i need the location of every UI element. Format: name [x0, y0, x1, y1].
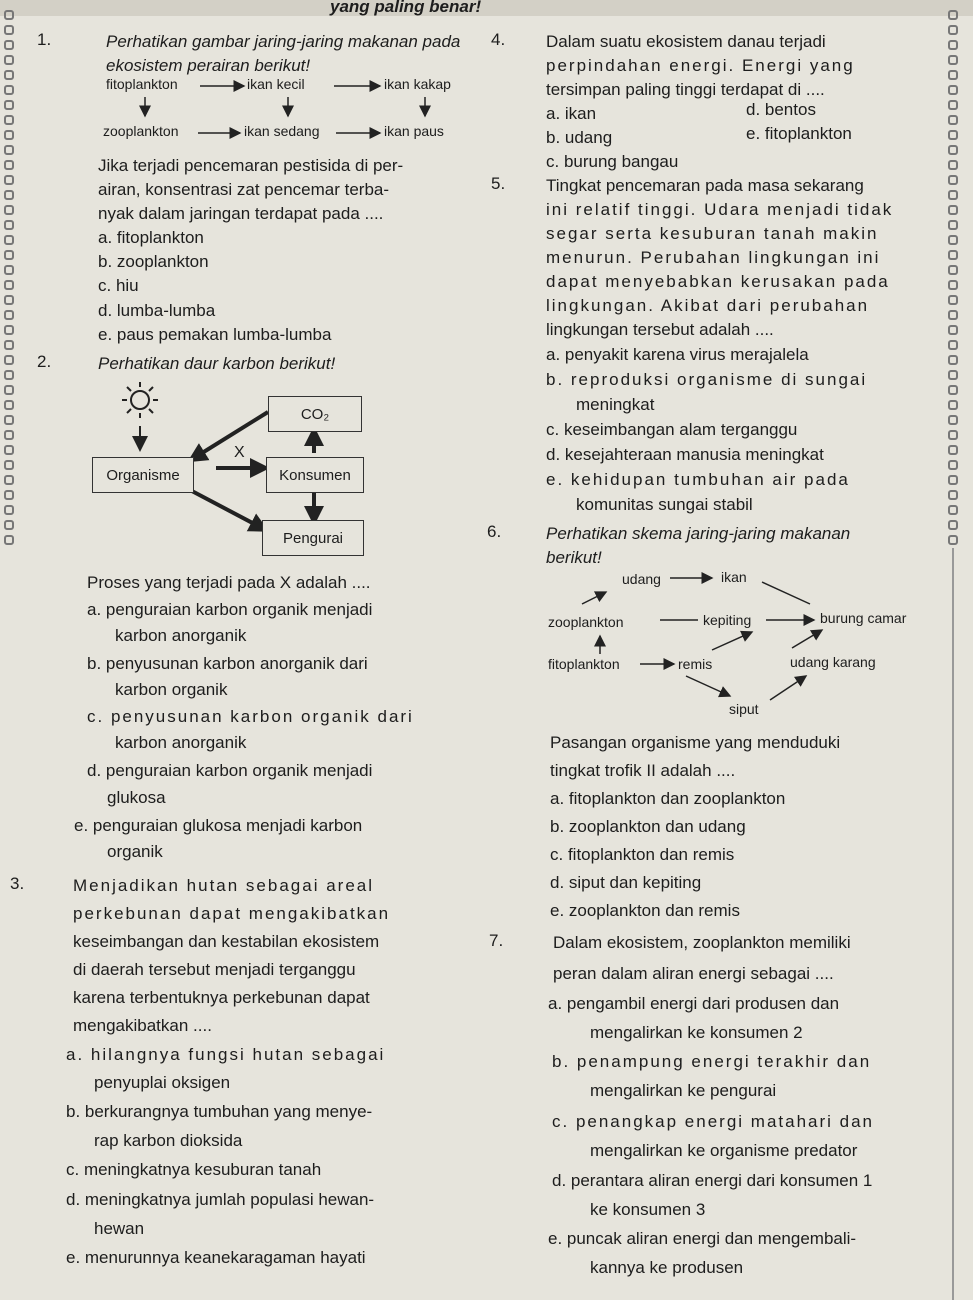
q1-web-ikan-kakap: ikan kakap: [384, 76, 451, 92]
q6-web-kepiting: kepiting: [703, 612, 752, 628]
q1-option-c[interactable]: c. hiu: [98, 276, 139, 295]
q5-question-line: lingkungan. Akibat dari perubahan: [546, 296, 870, 315]
q2-intro: Perhatikan daur karbon berikut!: [98, 354, 336, 373]
carbon-node-organisme: Organisme: [92, 457, 194, 493]
q1-option-e[interactable]: e. paus pemakan lumba-lumba: [98, 325, 332, 344]
q2-option-a-cont: karbon anorganik: [115, 626, 247, 645]
q3-option-d[interactable]: d. meningkatnya jumlah populasi hewan-: [66, 1190, 375, 1209]
q6-option-b[interactable]: b. zooplankton dan udang: [550, 817, 746, 836]
carbon-node-co2: CO₂: [268, 396, 362, 432]
carbon-node-pengurai: Pengurai: [262, 520, 364, 556]
q3-option-b[interactable]: b. berkurangnya tumbuhan yang menye-: [66, 1102, 373, 1121]
q1-web-ikan-kecil: ikan kecil: [247, 76, 305, 92]
q1-question-line: airan, konsentrasi zat pencemar terba-: [98, 180, 390, 199]
q1-web-ikan-sedang: ikan sedang: [244, 123, 320, 139]
page-header: yang paling benar!: [330, 0, 482, 16]
q7-option-d[interactable]: d. perantara aliran energi dari konsumen 1: [552, 1171, 873, 1190]
q3-option-d-cont: hewan: [94, 1219, 145, 1238]
q4-question-line: tersimpan paling tinggi terdapat di ....: [546, 80, 825, 99]
carbon-node-konsumen: Konsumen: [266, 457, 364, 493]
q7-option-a-cont: mengalirkan ke konsumen 2: [590, 1023, 803, 1042]
q5-option-d[interactable]: d. kesejahteraan manusia meningkat: [546, 445, 824, 464]
q3-question-line: keseimbangan dan kestabilan ekosistem: [73, 932, 380, 951]
q2-option-d[interactable]: d. penguraian karbon organik menjadi: [87, 761, 373, 780]
q6-web-zooplankton: zooplankton: [548, 614, 624, 630]
q3-question-line: Menjadikan hutan sebagai areal: [73, 876, 375, 895]
q4-question-line: perpindahan energi. Energi yang: [546, 56, 855, 75]
q5-question-line: dapat menyebabkan kerusakan pada: [546, 272, 890, 291]
q4-option-c[interactable]: c. burung bangau: [546, 152, 679, 171]
q1-option-d[interactable]: d. lumba-lumba: [98, 301, 216, 320]
q4-option-e[interactable]: e. fitoplankton: [746, 124, 852, 143]
q7-option-b-cont: mengalirkan ke pengurai: [590, 1081, 777, 1100]
q6-option-c[interactable]: c. fitoplankton dan remis: [550, 845, 735, 864]
q2-number: 2.: [37, 352, 52, 371]
q6-web-remis: remis: [678, 656, 713, 672]
q6-option-a[interactable]: a. fitoplankton dan zooplankton: [550, 789, 786, 808]
q6-web-udang-karang: udang karang: [790, 654, 876, 670]
q7-question-line: peran dalam aliran energi sebagai ....: [553, 964, 834, 983]
q6-option-e[interactable]: e. zooplankton dan remis: [550, 901, 740, 920]
q7-option-e-cont: kannya ke produsen: [590, 1258, 744, 1277]
q7-number: 7.: [489, 931, 504, 950]
q3-option-e[interactable]: e. menurunnya keanekaragaman hayati: [66, 1248, 366, 1267]
q3-question-line: karena terbentuknya perkebunan dapat: [73, 988, 370, 1007]
q5-question-line: ini relatif tinggi. Udara menjadi tidak: [546, 200, 894, 219]
q5-option-b[interactable]: b. reproduksi organisme di sungai: [546, 370, 868, 389]
q6-number: 6.: [487, 522, 502, 541]
q2-option-c-cont: karbon anorganik: [115, 733, 247, 752]
q7-option-d-cont: ke konsumen 3: [590, 1200, 706, 1219]
q2-option-a[interactable]: a. penguraian karbon organik menjadi: [87, 600, 373, 619]
q2-option-e[interactable]: e. penguraian glukosa menjadi karbon: [74, 816, 363, 835]
q3-question-line: di daerah tersebut menjadi terganggu: [73, 960, 356, 979]
q7-option-b[interactable]: b. penampung energi terakhir dan: [552, 1052, 872, 1071]
q6-web-burung-camar: burung camar: [820, 610, 907, 626]
q4-question-line: Dalam suatu ekosistem danau terjadi: [546, 32, 826, 51]
q3-option-b-cont: rap karbon dioksida: [94, 1131, 243, 1150]
q3-option-a[interactable]: a. hilangnya fungsi hutan sebagai: [66, 1045, 386, 1064]
q5-option-e[interactable]: e. kehidupan tumbuhan air pada: [546, 470, 850, 489]
q1-option-a[interactable]: a. fitoplankton: [98, 228, 204, 247]
q6-option-d[interactable]: d. siput dan kepiting: [550, 873, 702, 892]
q5-option-a[interactable]: a. penyakit karena virus merajalela: [546, 345, 809, 364]
q4-option-d[interactable]: d. bentos: [746, 100, 816, 119]
q6-question-line: tingkat trofik II adalah ....: [550, 761, 736, 780]
q5-option-e-cont: komunitas sungai stabil: [576, 495, 753, 514]
q2-option-e-cont: organik: [107, 842, 163, 861]
q3-number: 3.: [10, 874, 25, 893]
q7-option-c[interactable]: c. penangkap energi matahari dan: [552, 1112, 875, 1131]
q2-option-d-cont: glukosa: [107, 788, 166, 807]
q2-option-b[interactable]: b. penyusunan karbon anorganik dari: [87, 654, 368, 673]
q1-question-line: nyak dalam jaringan terdapat pada ....: [98, 204, 384, 223]
q7-option-e[interactable]: e. puncak aliran energi dan mengembali-: [548, 1229, 857, 1248]
q6-web-udang: udang: [622, 571, 661, 587]
q1-question-line: Jika terjadi pencemaran pestisida di per-: [98, 156, 404, 175]
q7-question-line: Dalam ekosistem, zooplankton memiliki: [553, 933, 851, 952]
q1-web-fitoplankton: fitoplankton: [106, 76, 178, 92]
q5-number: 5.: [491, 174, 506, 193]
q6-intro-line: Perhatikan skema jaring-jaring makanan: [546, 524, 851, 543]
q2-option-b-cont: karbon organik: [115, 680, 228, 699]
q6-web-fitoplankton: fitoplankton: [548, 656, 620, 672]
q4-option-a[interactable]: a. ikan: [546, 104, 597, 123]
q4-number: 4.: [491, 30, 506, 49]
q1-intro: Perhatikan gambar jaring-jaring makanan pada ekosistem perairan berikut!: [106, 32, 461, 75]
q5-question-line: segar serta kesuburan tanah makin: [546, 224, 879, 243]
q5-question-line: Tingkat pencemaran pada masa sekarang: [546, 176, 864, 195]
q1-web-ikan-paus: ikan paus: [384, 123, 444, 139]
q6-question-line: Pasangan organisme yang menduduki: [550, 733, 841, 752]
q7-option-c-cont: mengalirkan ke organisme predator: [590, 1141, 858, 1160]
q4-option-b[interactable]: b. udang: [546, 128, 613, 147]
q5-option-c[interactable]: c. keseimbangan alam terganggu: [546, 420, 798, 439]
q5-question-line: menurun. Perubahan lingkungan ini: [546, 248, 881, 267]
carbon-process-x: X: [234, 444, 245, 461]
sun-icon: [122, 382, 158, 418]
q1-number: 1.: [37, 30, 52, 49]
q1-option-b[interactable]: b. zooplankton: [98, 252, 209, 271]
q3-option-a-cont: penyuplai oksigen: [94, 1073, 231, 1092]
q5-option-b-cont: meningkat: [576, 395, 655, 414]
q6-web-ikan: ikan: [721, 569, 747, 585]
q3-question-line: perkebunan dapat mengakibatkan: [73, 904, 391, 923]
q2-question: Proses yang terjadi pada X adalah ....: [87, 573, 371, 592]
q6-web-siput: siput: [729, 701, 759, 717]
q5-question-line: lingkungan tersebut adalah ....: [546, 320, 774, 339]
q2-option-c[interactable]: c. penyusunan karbon organik dari: [87, 707, 414, 726]
q1-web-zooplankton: zooplankton: [103, 123, 179, 139]
q3-question-line: mengakibatkan ....: [73, 1016, 212, 1035]
q7-option-a[interactable]: a. pengambil energi dari produsen dan: [548, 994, 840, 1013]
q6-intro-line: berikut!: [546, 548, 602, 567]
q3-option-c[interactable]: c. meningkatnya kesuburan tanah: [66, 1160, 322, 1179]
